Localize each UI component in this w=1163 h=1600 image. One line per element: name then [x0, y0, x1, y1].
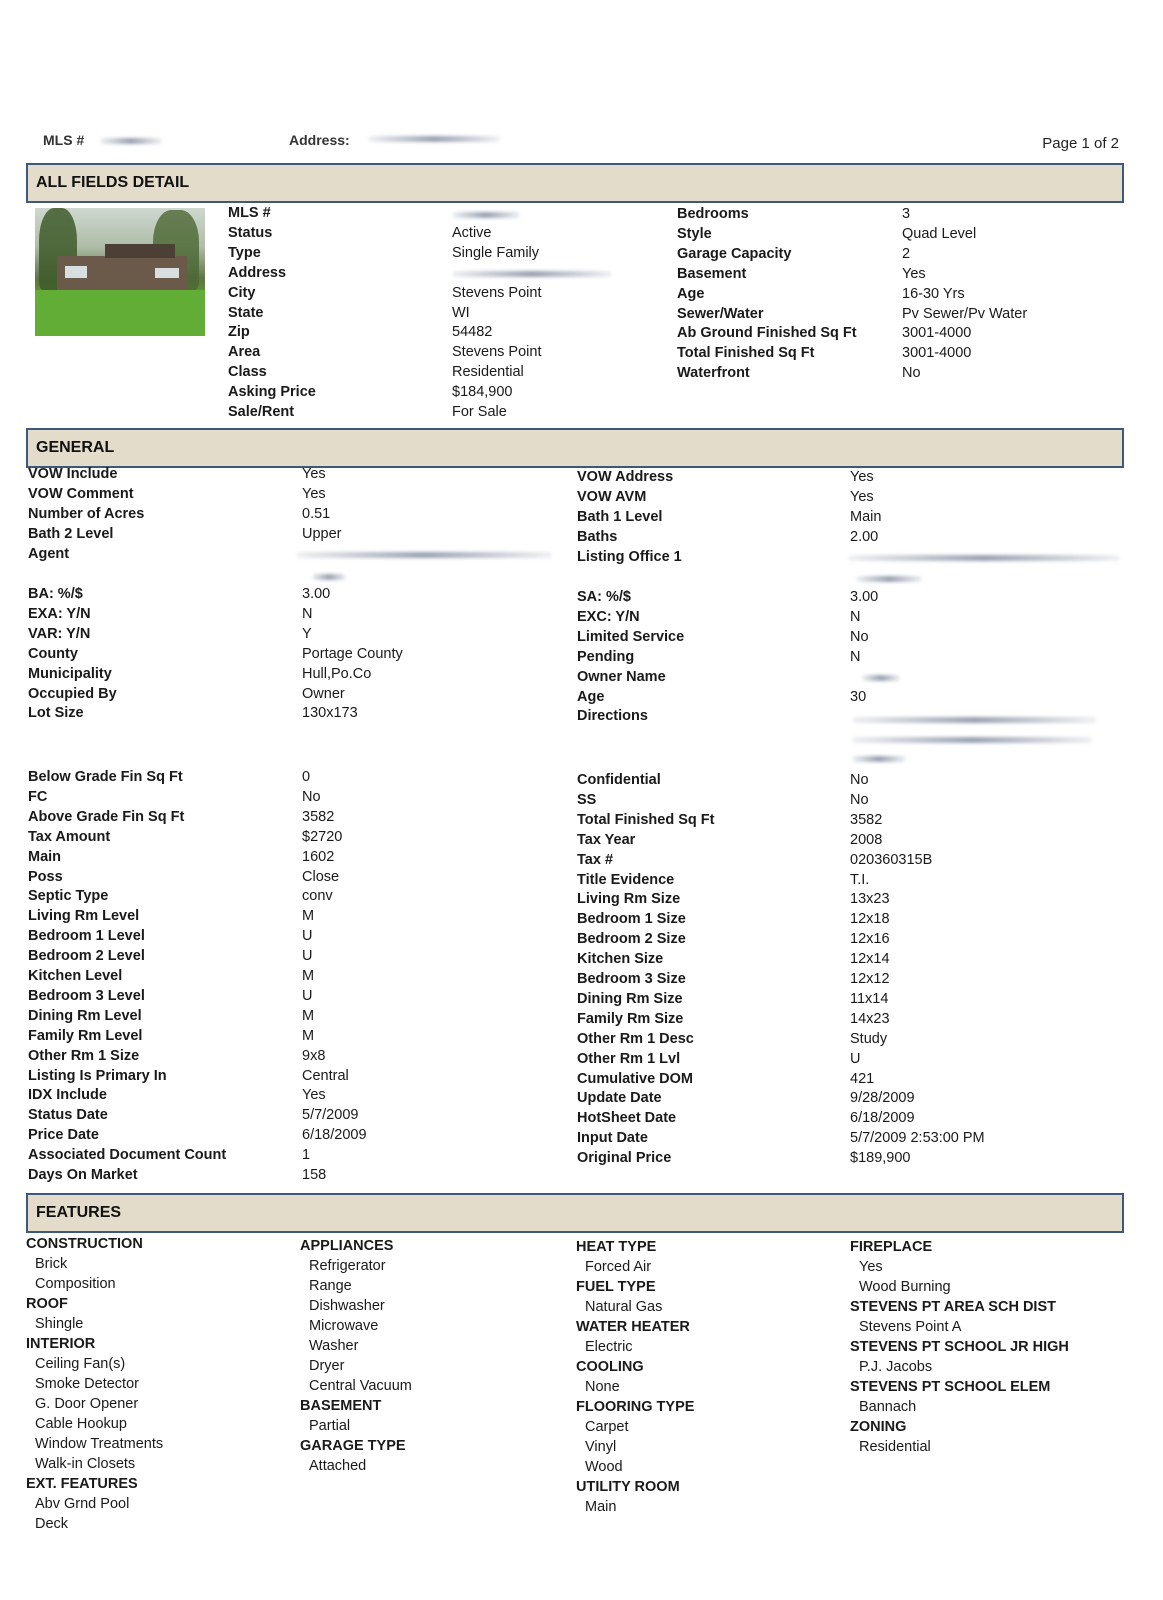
field-value: Stevens Point	[452, 344, 542, 361]
field-value: 020360315B	[850, 851, 933, 868]
feature-item: Partial	[309, 1418, 351, 1434]
feature-item: Refrigerator	[309, 1258, 386, 1274]
field-label: Living Rm Level	[28, 908, 140, 925]
field-value: 3	[902, 206, 911, 222]
field-value: U	[850, 1050, 861, 1067]
field-value: No	[850, 628, 869, 645]
field-value: Y	[302, 625, 312, 642]
field-label: Septic Type	[28, 888, 109, 905]
feature-item: Window Treatments	[35, 1436, 164, 1452]
field-label: Agent	[28, 545, 70, 562]
field-value: Residential	[452, 364, 524, 381]
field-label: Bath 2 Level	[28, 525, 114, 542]
field-value: 14x23	[850, 1010, 890, 1027]
feature-heading-utility-room: UTILITY ROOM	[576, 1479, 680, 1495]
field-label: Bedroom 1 Size	[577, 911, 686, 928]
field-value: Main	[850, 508, 882, 525]
field-label: VOW AVM	[577, 488, 647, 505]
field-label: Age	[677, 285, 705, 302]
field-label: Family Rm Size	[577, 1010, 684, 1027]
field-label: Poss	[28, 868, 63, 885]
field-value: 5/7/2009	[302, 1107, 359, 1124]
field-value: Central	[302, 1067, 349, 1084]
field-label: Area	[228, 344, 261, 361]
field-label: Basement	[677, 265, 747, 282]
feature-item: G. Door Opener	[35, 1396, 139, 1412]
feature-item: Brick	[35, 1256, 68, 1272]
feature-heading-stevens-pt-area-sch-dist: STEVENS PT AREA SCH DIST	[850, 1299, 1056, 1315]
redacted-listing-office-2	[856, 576, 922, 582]
field-label: Owner Name	[577, 668, 666, 685]
feature-item: Washer	[309, 1338, 359, 1354]
field-value: Quad Level	[902, 225, 977, 242]
field-label: VOW Address	[577, 469, 674, 485]
field-label: Number of Acres	[28, 505, 145, 522]
feature-item: Dishwasher	[309, 1298, 385, 1314]
feature-item: Composition	[35, 1276, 116, 1292]
field-label: VOW Comment	[28, 485, 134, 502]
field-label: SS	[577, 791, 597, 808]
section-general: GENERAL	[26, 428, 1124, 468]
field-label: Directions	[577, 708, 648, 725]
redacted-address	[368, 136, 500, 142]
feature-heading-ext-features: EXT. FEATURES	[26, 1476, 138, 1492]
field-label: HotSheet Date	[577, 1110, 677, 1127]
feature-item: Deck	[35, 1516, 69, 1532]
field-value: 3.00	[302, 586, 331, 602]
field-label: Title Evidence	[577, 871, 675, 888]
field-value: 0	[302, 769, 311, 785]
field-value: For Sale	[452, 404, 507, 420]
field-value: 1	[302, 1147, 311, 1164]
feature-item: P.J. Jacobs	[859, 1359, 933, 1375]
feature-column-2	[300, 1236, 412, 1476]
field-label: EXA: Y/N	[28, 605, 91, 622]
field-value: Portage County	[302, 645, 403, 662]
feature-heading-stevens-pt-school-jr-high: STEVENS PT SCHOOL JR HIGH	[850, 1339, 1069, 1355]
feature-item: None	[585, 1379, 620, 1395]
feature-item: Shingle	[35, 1316, 84, 1332]
field-label: Dining Rm Size	[577, 990, 683, 1007]
page-number: Page 1 of 2	[1042, 135, 1119, 152]
field-label: County	[28, 645, 78, 662]
redacted-agent-2	[312, 574, 346, 580]
feature-column-4	[850, 1237, 1069, 1457]
field-label: Bedroom 2 Size	[577, 931, 686, 948]
field-label: State	[228, 304, 264, 321]
redacted-mls	[100, 138, 162, 144]
field-value: 30	[850, 688, 867, 705]
field-label: Update Date	[577, 1090, 662, 1107]
field-label: Listing Office 1	[577, 548, 682, 565]
field-value: 3582	[850, 811, 883, 828]
feature-item: Main	[585, 1499, 617, 1515]
feature-item: Central Vacuum	[309, 1378, 412, 1394]
field-label: Age	[577, 688, 605, 705]
field-value: 158	[302, 1167, 327, 1183]
feature-heading-roof: ROOF	[26, 1296, 68, 1312]
field-value: Upper	[302, 525, 342, 542]
feature-item: Electric	[585, 1339, 633, 1355]
field-value: N	[850, 648, 861, 665]
feature-heading-stevens-pt-school-elem: STEVENS PT SCHOOL ELEM	[850, 1379, 1051, 1395]
field-label: Main	[28, 848, 62, 865]
field-label: Other Rm 1 Desc	[577, 1030, 694, 1047]
feature-item: Ceiling Fan(s)	[35, 1356, 126, 1372]
field-value: 16-30 Yrs	[902, 285, 965, 302]
field-value: WI	[452, 304, 470, 321]
field-label: Bedrooms	[677, 206, 749, 222]
field-value: 12x18	[850, 911, 890, 928]
redacted-listing-office	[848, 555, 1120, 561]
field-label: Sewer/Water	[677, 305, 764, 322]
feature-heading-zoning: ZONING	[850, 1419, 907, 1435]
field-label: Ab Ground Finished Sq Ft	[677, 325, 857, 342]
field-label: Below Grade Fin Sq Ft	[28, 769, 183, 785]
feature-heading-interior: INTERIOR	[26, 1336, 96, 1352]
field-label: Address	[228, 264, 287, 281]
feature-heading-fireplace: FIREPLACE	[850, 1239, 933, 1255]
feature-item: Abv Grnd Pool	[35, 1496, 130, 1512]
field-label: Tax Amount	[28, 828, 111, 845]
field-label: Bedroom 3 Level	[28, 987, 145, 1004]
redacted-directions-1	[852, 717, 1096, 723]
address-header-label: Address:	[289, 132, 350, 148]
field-value: Yes	[850, 488, 874, 505]
field-value: $189,900	[850, 1150, 911, 1167]
feature-item: Forced Air	[585, 1259, 652, 1275]
field-label: EXC: Y/N	[577, 608, 640, 625]
field-value: 421	[850, 1070, 875, 1087]
field-label: VAR: Y/N	[28, 625, 91, 642]
field-label: FC	[28, 788, 48, 805]
field-label: Listing Is Primary In	[28, 1067, 167, 1084]
field-label: Confidential	[577, 772, 661, 788]
field-label: Total Finished Sq Ft	[677, 345, 815, 362]
field-value: Owner	[302, 685, 345, 702]
field-label: Kitchen Size	[577, 951, 664, 968]
field-value: Hull,Po.Co	[302, 665, 372, 682]
field-value: 54482	[452, 324, 493, 341]
field-value: No	[850, 791, 869, 808]
feature-item: Vinyl	[585, 1439, 617, 1455]
redacted-mls-value	[452, 212, 520, 218]
field-value: 5/7/2009 2:53:00 PM	[850, 1130, 985, 1147]
field-label: Garage Capacity	[677, 245, 792, 262]
field-label: Associated Document Count	[28, 1147, 227, 1164]
field-value: $184,900	[452, 384, 513, 401]
feature-item: Smoke Detector	[35, 1376, 139, 1392]
field-label: Type	[228, 244, 261, 261]
field-value: Yes	[302, 485, 326, 502]
field-value: T.I.	[850, 871, 870, 888]
field-label: City	[228, 284, 256, 301]
field-label: Tax Year	[577, 831, 636, 848]
feature-heading-fuel-type: FUEL TYPE	[576, 1279, 656, 1295]
property-photo	[35, 208, 205, 336]
feature-heading-heat-type: HEAT TYPE	[576, 1239, 657, 1255]
field-value: No	[850, 772, 869, 788]
field-label: Style	[677, 225, 712, 242]
redacted-owner-name	[862, 675, 900, 681]
field-value: Study	[850, 1030, 888, 1047]
field-value: No	[302, 788, 321, 805]
field-label: Other Rm 1 Size	[28, 1047, 140, 1064]
field-label: Class	[228, 364, 267, 381]
field-value: U	[302, 948, 313, 965]
field-label: Other Rm 1 Lvl	[577, 1050, 681, 1067]
section-all-fields-detail: ALL FIELDS DETAIL	[26, 163, 1124, 203]
feature-item: Attached	[309, 1458, 367, 1474]
redacted-directions-3	[852, 756, 906, 762]
field-label: Kitchen Level	[28, 968, 123, 984]
field-value: Close	[302, 868, 340, 885]
mls-header-label: MLS #	[43, 132, 85, 148]
field-value: 3001-4000	[902, 325, 972, 342]
field-value: N	[302, 605, 313, 622]
field-label: Dining Rm Level	[28, 1007, 142, 1024]
redacted-address-value	[452, 271, 612, 277]
field-value: Yes	[302, 466, 326, 482]
field-value: N	[850, 608, 861, 625]
field-label: Above Grade Fin Sq Ft	[28, 808, 185, 825]
field-value: Yes	[850, 469, 874, 485]
field-value: Yes	[902, 265, 926, 282]
feature-item: Residential	[859, 1439, 931, 1455]
field-label: Total Finished Sq Ft	[577, 811, 715, 828]
field-label: Living Rm Size	[577, 891, 681, 908]
field-value: 12x12	[850, 971, 890, 987]
field-label: Zip	[228, 324, 250, 341]
field-value: 1602	[302, 848, 335, 865]
feature-column-1	[26, 1234, 163, 1534]
field-label: Asking Price	[228, 384, 316, 401]
feature-item: Stevens Point A	[859, 1319, 962, 1335]
field-label: Bedroom 2 Level	[28, 948, 145, 965]
field-label: Tax #	[577, 851, 614, 868]
feature-heading-basement: BASEMENT	[300, 1398, 382, 1414]
field-label: Status	[228, 224, 273, 241]
field-value: 3001-4000	[902, 345, 972, 362]
field-value: 3582	[302, 808, 335, 825]
field-value: 0.51	[302, 505, 331, 522]
field-value: 9x8	[302, 1047, 326, 1064]
feature-heading-construction: CONSTRUCTION	[26, 1236, 143, 1252]
field-label: Pending	[577, 648, 635, 665]
field-label: Original Price	[577, 1150, 672, 1167]
feature-item: Wood Burning	[859, 1279, 951, 1295]
field-value: M	[302, 908, 315, 925]
field-label: Status Date	[28, 1107, 108, 1124]
field-label: MLS #	[228, 205, 271, 221]
field-value: 11x14	[850, 990, 889, 1007]
field-label: Days On Market	[28, 1167, 138, 1183]
field-value: $2720	[302, 828, 343, 845]
field-value: 12x14	[850, 951, 890, 968]
feature-heading-water-heater: WATER HEATER	[576, 1319, 690, 1335]
field-label: Bath 1 Level	[577, 508, 663, 525]
field-value: 12x16	[850, 931, 890, 948]
field-value: 9/28/2009	[850, 1090, 915, 1107]
feature-column-3	[576, 1237, 694, 1517]
feature-item: Walk-in Closets	[35, 1456, 136, 1472]
field-label: Family Rm Level	[28, 1027, 143, 1044]
field-value: U	[302, 928, 313, 945]
field-value: 6/18/2009	[302, 1127, 367, 1144]
field-value: U	[302, 987, 313, 1004]
feature-item: Bannach	[859, 1399, 917, 1415]
field-value: M	[302, 1027, 315, 1044]
field-value: Single Family	[452, 244, 540, 261]
feature-heading-flooring-type: FLOORING TYPE	[576, 1399, 695, 1415]
feature-item: Range	[309, 1278, 352, 1294]
feature-item: Dryer	[309, 1358, 345, 1374]
field-value: M	[302, 968, 315, 984]
field-value: Yes	[302, 1087, 326, 1104]
feature-item: Wood	[585, 1459, 623, 1475]
redacted-agent	[296, 552, 552, 558]
field-label: VOW Include	[28, 466, 118, 482]
field-value: 6/18/2009	[850, 1110, 915, 1127]
field-label: Price Date	[28, 1127, 99, 1144]
field-label: Waterfront	[677, 365, 750, 382]
redacted-directions-2	[852, 737, 1092, 743]
field-label: Cumulative DOM	[577, 1070, 694, 1087]
field-value: Active	[452, 224, 492, 241]
field-value: 130x173	[302, 705, 358, 722]
field-label: Bedroom 3 Size	[577, 971, 686, 987]
field-label: IDX Include	[28, 1087, 107, 1104]
field-label: Lot Size	[28, 705, 84, 722]
field-value: 2.00	[850, 528, 879, 545]
field-label: Sale/Rent	[228, 404, 295, 420]
feature-item: Natural Gas	[585, 1299, 663, 1315]
field-value: Pv Sewer/Pv Water	[902, 305, 1028, 322]
field-label: Baths	[577, 528, 618, 545]
field-label: Input Date	[577, 1130, 648, 1147]
field-label: SA: %/$	[577, 589, 631, 605]
field-label: Limited Service	[577, 628, 685, 645]
feature-item: Yes	[859, 1259, 883, 1275]
feature-item: Microwave	[309, 1318, 379, 1334]
feature-heading-cooling: COOLING	[576, 1359, 644, 1375]
field-value: M	[302, 1007, 315, 1024]
field-value: 3.00	[850, 589, 879, 605]
field-label: Municipality	[28, 665, 112, 682]
feature-item: Carpet	[585, 1419, 629, 1435]
field-value: 2008	[850, 831, 883, 848]
field-value: conv	[302, 888, 333, 905]
field-label: Occupied By	[28, 685, 117, 702]
field-value: Stevens Point	[452, 284, 542, 301]
field-value: 2	[902, 245, 911, 262]
feature-item: Cable Hookup	[35, 1416, 127, 1432]
field-label: BA: %/$	[28, 586, 83, 602]
feature-heading-appliances: APPLIANCES	[300, 1238, 394, 1254]
field-value: 13x23	[850, 891, 890, 908]
field-value: No	[902, 365, 921, 382]
feature-heading-garage-type: GARAGE TYPE	[300, 1438, 406, 1454]
field-label: Bedroom 1 Level	[28, 928, 145, 945]
section-features: FEATURES	[26, 1193, 1124, 1233]
